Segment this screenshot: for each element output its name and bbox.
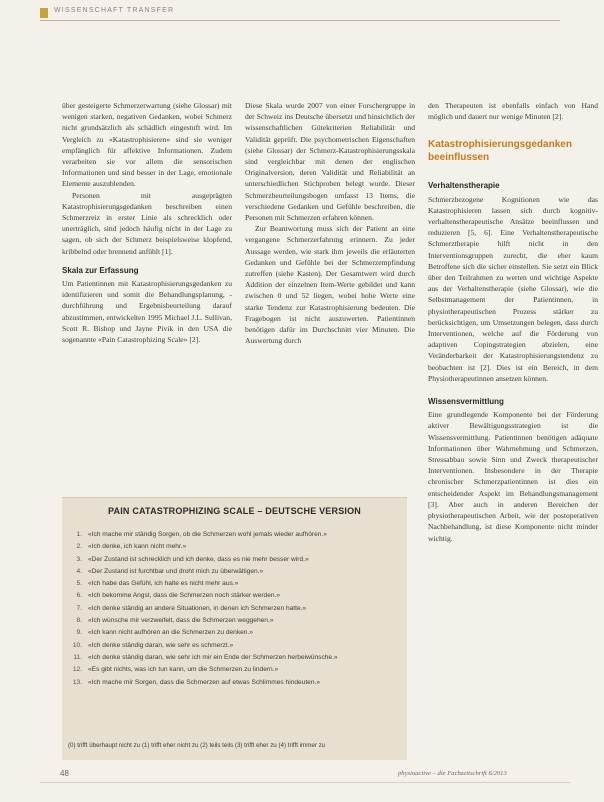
scale-item	[68, 590, 404, 602]
item-text: «Der Zustand ist schrecklich und ich denke, dass es nie mehr besser wird.»	[88, 555, 309, 563]
section-subheading: Verhaltenstherapie	[428, 181, 500, 191]
item-number: 5.	[76, 580, 82, 588]
paragraph: über gesteigerte Schmerzerwartung (siehe Glossar) mit wenigen starken, negativen Gedanken, wobei Schmerz nicht grundsätzlich als schädlich eingestuft wird. Im Vergleich zu «Katastrophisieren» sind sie weniger empfänglich für affektive Informationen. Zudem verarbeiten sie vor allem die sensorischen Informationen und sind besser in der Lage, emotionale Elemente auszublenden.	[62, 101, 232, 189]
item-text: «Ich mache mir Sorgen, dass die Schmerzen auf etwas Schlimmes hindeuten.»	[88, 678, 320, 686]
section-subheading: Skala zur Erfassung	[62, 265, 139, 275]
item-text: «Ich kann nicht aufhören an die Schmerzen zu denken.»	[88, 629, 253, 637]
item-text: «Ich denke ständig an andere Situationen, in denen ich Schmerzen hatte.»	[88, 604, 307, 612]
item-text: «Ich bekomme Angst, dass die Schmerzen noch stärker werden.»	[88, 592, 281, 600]
item-number: 1.	[76, 531, 82, 538]
item-number: 12.	[72, 666, 82, 674]
scale-item	[68, 615, 404, 627]
item-number: 6.	[76, 592, 82, 600]
section-heading: Katastrophisierungsgedanken beeinflussen	[428, 139, 572, 164]
item-number: 11.	[73, 653, 82, 661]
scale-item	[68, 529, 404, 541]
paragraph: den Therapeuten ist ebenfalls einfach von Hand möglich und dauert nur wenige Minuten [2].	[428, 101, 598, 122]
section-subheading: Wissensvermittlung	[428, 397, 504, 407]
scale-item	[68, 603, 404, 615]
footer-rule	[40, 782, 570, 783]
scale-item	[68, 627, 404, 639]
header-accent-mark	[40, 8, 48, 18]
item-text: «Ich denke ständig daran, wie sehr es schmerzt.»	[88, 641, 234, 649]
scale-item	[68, 566, 404, 578]
item-text: «Der Zustand ist furchtbar und droht mich zu überwältigen.»	[88, 567, 264, 575]
item-text: «Ich wünsche mir verzweifelt, dass die Schmerzen weggehen.»	[88, 617, 274, 625]
item-number: 3.	[76, 555, 82, 563]
scale-info-box	[62, 497, 407, 760]
column-middle	[245, 100, 415, 346]
paragraph: Zur Beantwortung muss sich der Patient an eine vergangene Schmerzerfahrung erinnern. Zu jeder Aussage werden, wie stark ihm jeweils die erläuterten Gedanken und Gefühle bei der Schmerzempfindung zutreffen (siehe Kasten). Der Gesamtwert wird durch Addition der einzelnen Item-Werte gebildet und kann zwischen 0 und 52 liegen, wobei hohe Werte eine starke Tendenz zur Katastrophisierung bedeuten. Die Fragebogen ist nicht auszuwerten. Patientinnen benötigen dafür im Durchschnitt vier Minuten. Die Auswertung durch	[245, 224, 415, 346]
paragraph: Um Patientinnen mit Katastrophisierungsgedanken zu identifizieren und somit die Behandlungsplanung, -durchführung und Ergebnisbeurteilung darauf abzustimmen, entwickelten 1995 Michael J.L. Sullivan, Scott R. Bishop und Jayne Pivik in den USA die sogenannte «Pain Catastrophizing Scale» [2].	[62, 279, 232, 345]
column-right	[428, 100, 598, 544]
paragraph: Diese Skala wurde 2007 von einer Forschergruppe in der Schweiz ins Deutsche übersetzt und hinsichtlich der wissenschaftlichen Gütekriterien Reliabilität und Validität geprüft. Die psychometrischen Eigenschaften (siehe Glossar) der Schmerz-Katastrophisierungsskala sind vergleichbar mit denen der englischen Originalversion, deren Validität und Reliabilität an unterschiedlichen Stichproben belegt wurde. Dieser Schmerzbeurteilungsbogen umfasst 13 Items, die verschiedene Gedanken und Gefühle beschreiben, die Personen mit Schmerzen erfahren können.	[245, 101, 415, 223]
item-number: 9.	[76, 629, 82, 637]
paragraph: Personen mit ausgeprägten Katastrophisierungsgedanken beschreiben einen Schmerzreiz in erster Linie als schrecklich oder unerträglich, sind jedoch häufig nicht in der Lage zu sagen, ob sich der Schmerz beispielsweise klopfend, kribbelnd oder brennend anfühlt [1].	[62, 190, 232, 256]
item-number: 8.	[76, 617, 82, 625]
item-number: 7.	[76, 604, 82, 612]
item-number: 13.	[72, 678, 82, 686]
paragraph: Schmerzbezogene Kognitionen wie das Katastrophisieren lassen sich durch kognitiv-verhaltenstherapeutische Ansätze beeinflussen und reduzieren [5, 6]. Eine Verhaltenstherapeutische Schmerztherapie hilft nicht in den Interventionsgruppen zurecht, die eher kaum Betroffene sich die sicher einstellen. Sie setzt ein Blick über den Teilrahmen zu werten und wichtige Aspekte aus der Verhaltenstherapie (siehe Glossar), wie die Selbstmanagement der Patientinnen, in physiotherapeutischen Prozess stärker zu berücksichtigen, um Umsetzungen belegen, dass durch Interventionen, welche auf die Förderung von adaptiven Copingstrategien abzielen, eine Veränderbarkeit der Katastrophisierungstendenz zu beobachten ist [2]. Dies ist ein Bereich, in dem Physiotherapeutinnen ansetzen können.	[428, 194, 598, 383]
item-text: «Ich denke, ich kann nicht mehr.»	[88, 543, 187, 551]
item-text: «Es gibt nichts, was ich tun kann, um die Schmerzen zu lindern.»	[88, 666, 279, 674]
journal-footer: physioactive – die Fachzeitschrift 6/2013	[398, 770, 507, 777]
box-title: PAIN CATASTROPHIZING SCALE – DEUTSCHE VERSION	[107, 506, 362, 516]
page-number: 48	[60, 769, 69, 778]
scale-item	[68, 652, 404, 664]
scale-item-list	[68, 529, 404, 689]
scale-item	[68, 664, 404, 676]
item-number: 2.	[76, 543, 82, 551]
item-number: 10.	[72, 641, 82, 649]
scale-item	[68, 578, 404, 590]
item-text: «Ich denke ständig daran, wie sehr ich mir ein Ende der Schmerzen herbeiwünsche.»	[88, 653, 338, 661]
item-number: 4.	[76, 567, 82, 575]
item-text: «Ich habe das Gefühl, ich halte es nicht mehr aus.»	[88, 580, 239, 588]
running-head: WISSENSCHAFT TRANSFER	[54, 7, 175, 14]
rating-legend: (0) trifft überhaupt nicht zu (1) trifft eher nicht zu (2) teils teils (3) trifft eher zu (4) trifft immer zu	[68, 742, 326, 749]
column-left	[62, 100, 232, 345]
scale-item	[68, 677, 404, 689]
item-text: «Ich mache mir ständig Sorgen, ob die Schmerzen wohl jemals wieder aufhören.»	[88, 531, 327, 538]
paragraph: Eine grundlegende Komponente bei der Förderung aktiver Bewältigungsstrategien ist die Wissensvermittlung. Patientinnen benötigen adäquate Informationen über Wahrnehmung und Schmerzen, Stressabbau sowie Sinn und Zweck therapeutischer Interventionen. Insbesondere in der Therapie chronischer Schmerzpatientinnen ist dies ein entscheidender Aspekt im Behandlungsmanagement [3]. Aber auch in anderen Bereichen der physiotherapeutischen Arbeit, wie der postoperativen Nachbehandlung, ist diese Komponente nicht minder wichtig.	[428, 410, 598, 543]
scale-item	[68, 640, 404, 652]
scale-item	[68, 541, 404, 553]
scale-item	[68, 554, 404, 566]
